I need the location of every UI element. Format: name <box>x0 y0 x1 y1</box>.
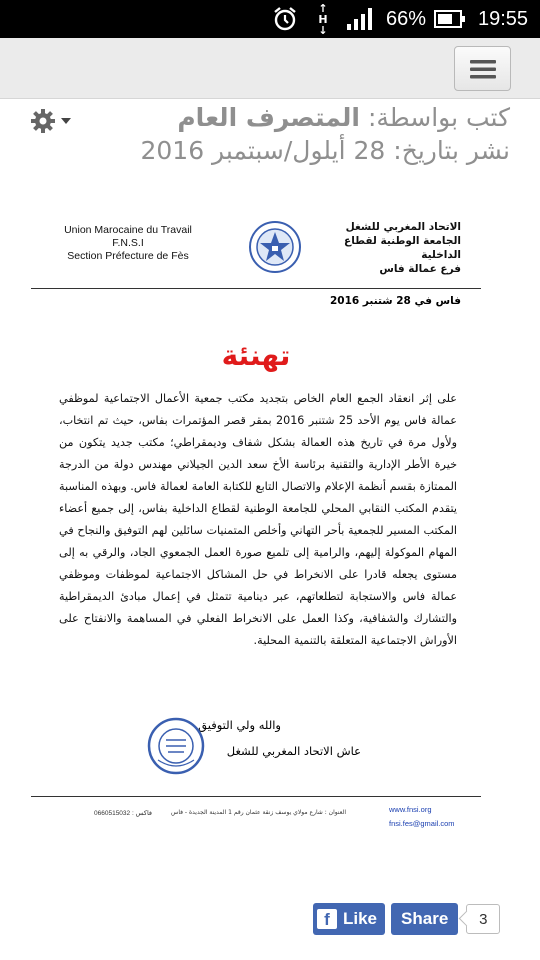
gear-icon <box>30 108 56 134</box>
scanned-letter <box>31 196 481 868</box>
battery-icon <box>432 0 468 38</box>
letterhead-arabic: الاتحاد المغربي للشغل الجامعة الوطنية لقطاع الداخلية فرع عمالة فاس <box>344 221 461 275</box>
site-header <box>0 38 540 99</box>
letterhead-french: Union Marocaine du Travail F.N.S.I Section Préfecture de Fès <box>64 224 192 262</box>
article-settings-button[interactable] <box>30 107 76 135</box>
share-count: 3 <box>466 904 500 934</box>
alarm-icon <box>268 0 302 38</box>
publish-date: نشر بتاريخ: 28 أيلول/سبتمبر 2016 <box>140 136 510 165</box>
footer-fax: فاكس : 0660515032 <box>94 810 153 817</box>
mobile-data-icon: ↑ H ↓ <box>318 1 328 37</box>
status-bar <box>0 0 540 38</box>
author-name[interactable]: المتصرف العام <box>177 103 360 132</box>
letter-signature: عاش الاتحاد المغربي للشغل <box>226 744 361 758</box>
facebook-icon: f <box>317 909 337 929</box>
like-label: Like <box>343 909 378 928</box>
menu-button[interactable] <box>454 46 511 91</box>
share-label: Share <box>401 909 449 928</box>
footer-email: fnsi.fes@gmail.com <box>389 819 455 828</box>
letter-date: فاس في 28 شتنبر 2016 <box>329 295 461 307</box>
facebook-share-button[interactable] <box>391 903 458 935</box>
signal-icon <box>344 0 378 38</box>
author-line <box>177 103 510 132</box>
letterhead-divider <box>31 288 481 289</box>
letter-body: على إثر انعقاد الجمع العام الخاص بتجديد مكتب جمعية الأعمال الاجتماعية لموظفي عمالة فاس يوم الأحد 25 شتنبر 2016 بمقر قصر المؤتمرات بفاس، حيث تم انتخاب، ولأول مرة في تاريخ هذه العمالة بشكل شفاف وديمقراطي؛ مكتب جديد يتكون من خيرة الأطر الإدارية والتقنية برئاسة الأخ سعد الدين الجيلاني مهندس دولة من الدرجة الممتازة بقسم أنظمة الإعلام والاتصال التابع للكتابة العامة لعمالة فاس. وبهذه المناسبة يتقدم المكتب النقابي المحلي للجامعة الوطنية لقطاع الداخلية بفاس، إلى جميع أعضاء المكتب المسير للجمعية بأحر التهاني وأخلص المتمنيات سائلين لهم التوفيق والنجاح في المهام الموكولة إليهم، والرامية إلى تلميع صورة العمل الجمعوي الجاد، والرقي به إلى مستوى يجعله قادرا على الانخراط في حل المشاكل الاجتماعية لموظفات وموظفي عمالة فاس والاستجابة لتطلعاتهم، عبر دينامية تتمثل في إعمال مبادئ الديمقراطية والتشارك والشفافية، وكذا العمل على الانخراط الفعلي في المساهمة والانفتاح على الأوراش الاجتماعية المتعلقة بالتنمية المحلية. <box>59 392 457 647</box>
letter-title: تهنئة <box>221 339 291 372</box>
footer-divider <box>31 796 481 797</box>
facebook-like-button[interactable] <box>313 903 385 935</box>
union-logo <box>248 220 302 274</box>
hamburger-icon <box>470 59 496 79</box>
post-meta <box>30 103 514 173</box>
social-share-bar <box>313 903 500 935</box>
caret-down-icon <box>60 116 72 126</box>
clock: 19:55 <box>477 7 529 30</box>
footer-website: www.fnsi.org <box>389 805 432 814</box>
author-prefix: كتب بواسطة: <box>360 103 510 132</box>
battery-percent: 66% <box>385 7 427 30</box>
footer-address: العنوان : شارع مولاي يوسف زنقة عثمان رقم 1 المدينة الجديدة - فاس <box>171 809 347 816</box>
letter-closing: والله ولي التوفيق. <box>194 718 281 732</box>
